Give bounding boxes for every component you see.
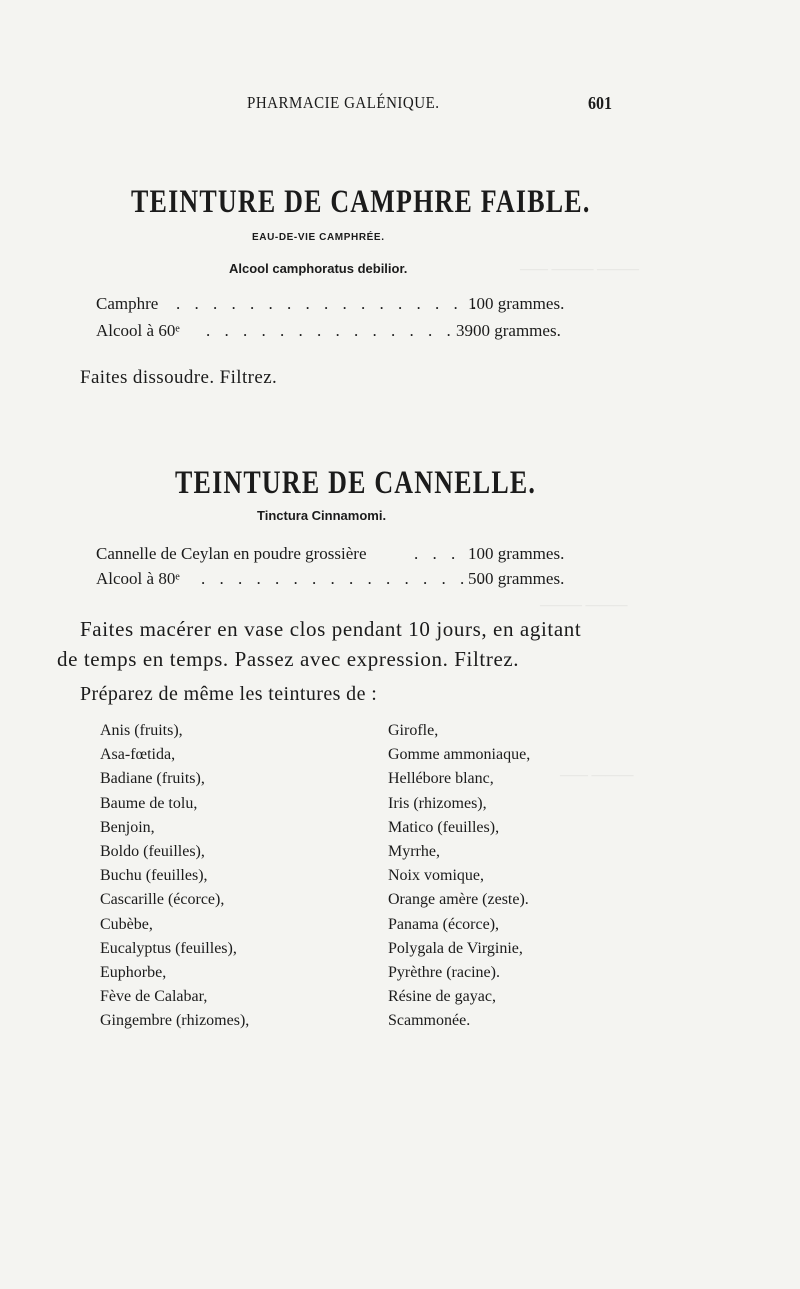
leader-dots: . . . (414, 544, 461, 563)
list-item: Scammonée. (388, 1012, 471, 1030)
list-item: Gomme ammoniaque, (388, 746, 531, 764)
list-item: Résine de gayac, (388, 988, 496, 1006)
ingredient-quantity: 100 grammes. (468, 544, 565, 563)
list-item: Pyrèthre (racine). (388, 964, 500, 982)
show-through: —— ——— ——— (520, 262, 639, 277)
instruction: Faites dissoudre. Filtrez. (80, 367, 278, 388)
list-item: Asa-fœtida, (100, 746, 176, 764)
list-item: Buchu (feuilles), (100, 867, 208, 885)
list-item: Anis (fruits), (100, 722, 183, 739)
list-item: Polygala de Virginie, (388, 939, 523, 957)
list-item: Myrrhe, (388, 843, 440, 861)
ingredient-quantity: 3900 grammes. (456, 321, 561, 340)
list-item: Benjoin, (100, 818, 155, 836)
latin-name: Tinctura Cinnamomi. (257, 508, 387, 523)
leader-dots: . . . . . . . . . . . . . . . . (201, 569, 488, 588)
list-item: Eucalyptus (feuilles), (100, 939, 237, 957)
list-item: Hellébore blanc, (388, 770, 494, 788)
latin-name: Alcool camphoratus debilior. (229, 261, 408, 276)
list-item: Euphorbe, (100, 964, 167, 982)
instruction-line: Faites macérer en vase clos pendant 10 jours, en agitant (80, 617, 582, 641)
show-through: ——— ——— (540, 598, 628, 613)
tincture-list-right (388, 719, 530, 1034)
instruction-line: de temps en temps. Passez avec expression. Filtrez. (57, 647, 520, 671)
leader-dots: . . . . . . . . . . . . . . . . . (176, 294, 482, 313)
ingredient-name: Alcool à 60ᵉ (96, 321, 180, 340)
list-item: Badiane (fruits), (100, 770, 205, 788)
list-item: Boldo (feuilles), (100, 843, 205, 861)
ingredient-quantity: 100 grammes. (468, 294, 565, 313)
ingredient-quantity: 500 grammes. (468, 569, 565, 588)
tincture-list-left (100, 719, 249, 1034)
show-through: —— ——— (560, 768, 634, 783)
list-item: Noix vomique, (388, 867, 484, 885)
list-item: Baume de tolu, (100, 794, 198, 812)
list-intro: Préparez de même les teintures de : (80, 683, 378, 705)
list-item: Iris (rhizomes), (388, 794, 487, 812)
list-item: Girofle, (388, 722, 439, 739)
page-number: 601 (588, 94, 612, 114)
running-head: PHARMACIE GALÉNIQUE. (247, 94, 440, 113)
list-item: Cascarille (écorce), (100, 891, 225, 909)
list-item: Matico (feuilles), (388, 818, 500, 836)
list-item: Cubèbe, (100, 915, 153, 933)
list-item: Orange amère (zeste). (388, 891, 529, 909)
ingredient-name: Cannelle de Ceylan en poudre grossière (96, 544, 367, 563)
section-title: TEINTURE DE CANNELLE. (175, 464, 537, 501)
list-item: Fève de Calabar, (100, 988, 208, 1006)
ingredient-name: Alcool à 80ᵉ (96, 569, 180, 588)
list-item: Panama (écorce), (388, 915, 500, 933)
ingredient-name: Camphre (96, 294, 159, 313)
leader-dots: . . . . . . . . . . . . . . (206, 321, 456, 340)
section-subtitle: EAU-DE-VIE CAMPHRÉE. (252, 232, 385, 243)
section-title: TEINTURE DE CAMPHRE FAIBLE. (131, 183, 591, 220)
list-item: Gingembre (rhizomes), (100, 1012, 250, 1030)
